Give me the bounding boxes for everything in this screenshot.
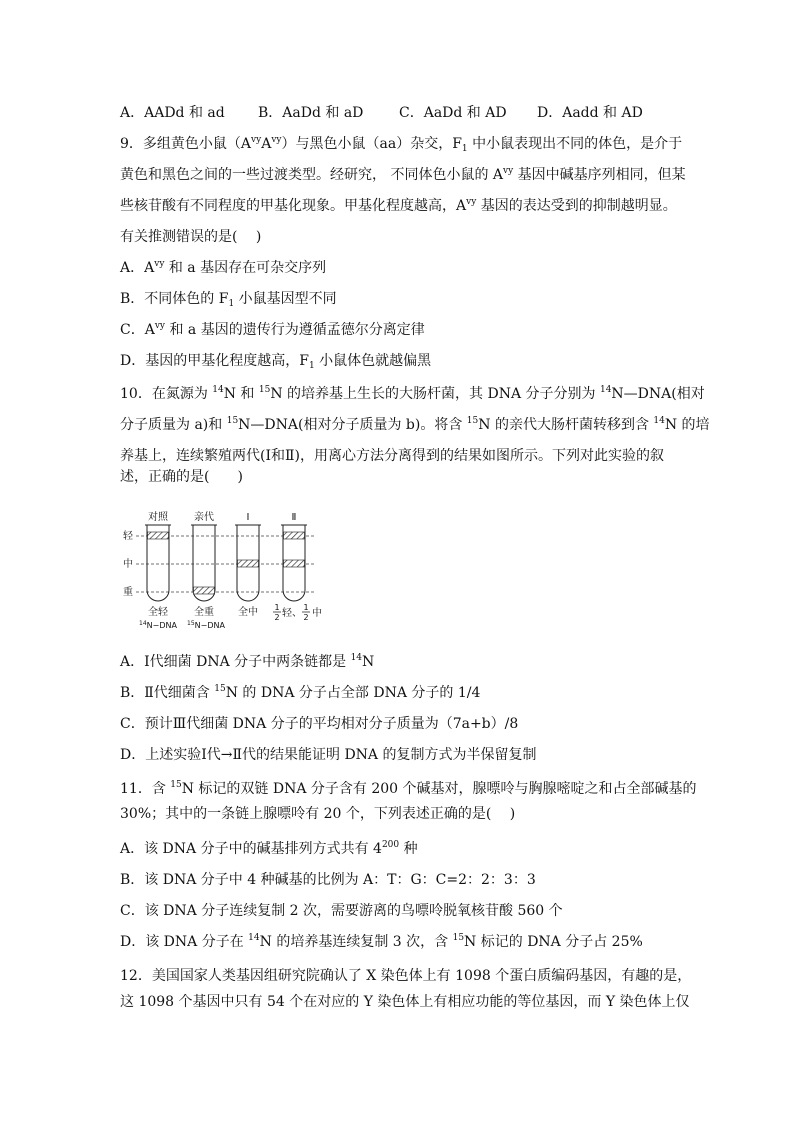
q8-option-c: C．AaDd 和 AD — [399, 105, 507, 121]
svg-text:2: 2 — [303, 613, 309, 622]
q10-option-b: B．Ⅱ代细菌含 $^{15}$N 的 DNA 分子占全部 DNA 分子的 1/4 — [120, 684, 481, 701]
q10-stem-line-2: 分子质量为 a)和 $^{15}$N—DNA(相对分子质量为 b)。将含 $^{15}$N 的亲代大肠杆菌转移到含 $^{14}$N 的培 — [120, 416, 710, 433]
band-light — [284, 532, 305, 539]
q11-option-b: B．该 DNA 分子中 4 种碱基的比例为 A：T：G：C=2：2：3：3 — [120, 872, 536, 888]
q11-option-a: A．该 DNA 分子中的碱基排列方式共有 $4^{200}$ 种 — [120, 840, 418, 857]
col-label-control: 对照 — [148, 512, 168, 523]
q10-option-d: D．上述实验Ⅰ代→Ⅱ代的结果能证明 DNA 的复制方式为半保留复制 — [120, 747, 537, 763]
q9-stem-line-2: 黄色和黑色之间的一些过渡类型。经研究， 不同体色小鼠的 $A^{vy}$ 基因中碱基序列相同，但某 — [120, 166, 686, 183]
q11-option-c: C．该 DNA 分子连续复制 2 次，需要游离的鸟嘌呤脱氧核苷酸 560 个 — [120, 903, 563, 919]
q8-option-d: D．Aadd 和 AD — [537, 105, 643, 121]
col-label-parent: 亲代 — [194, 512, 214, 523]
band-heavy — [194, 587, 215, 594]
caption-gen1: 全中 — [238, 607, 258, 618]
row-label-heavy: 重 — [123, 587, 133, 598]
svg-text:2: 2 — [274, 613, 280, 622]
caption-parent-1: 全重 — [194, 607, 214, 618]
q9-option-a: A．$A^{vy}$ 和 a 基因存在可杂交序列 — [120, 259, 327, 276]
row-label-light: 轻 — [123, 531, 133, 542]
q10-stem-line-3: 养基上，连续繁殖两代(Ⅰ和Ⅱ)，用离心方法分离得到的结果如图所示。下列对此实验的叙 — [120, 448, 664, 464]
q8-option-a: A．AADd 和 ad — [120, 105, 225, 121]
q9-option-c: C．$A^{vy}$ 和 a 基因的遗传行为遵循孟德尔分离定律 — [120, 321, 425, 338]
q10-stem-line-4: 述，正确的是( ) — [120, 469, 243, 485]
tube-gen1 — [235, 525, 261, 601]
tube-control — [145, 525, 171, 601]
q11-option-d: D．该 DNA 分子在 $^{14}$N 的培养基连续复制 3 次，含 $^{15}$N 标记的 DNA 分子占 25% — [120, 933, 643, 950]
band-middle — [284, 560, 305, 567]
row-label-middle: 中 — [123, 559, 133, 570]
svg-text:中: 中 — [312, 608, 322, 619]
tube-gen2 — [281, 525, 307, 601]
caption-control-1: 全轻 — [148, 607, 168, 618]
caption-gen2 — [273, 603, 322, 622]
band-light — [148, 532, 169, 539]
q11-stem-line-1: 11．含 $^{15}$N 标记的双链 DNA 分子含有 200 个碱基对，腺嘌呤与胸腺嘧啶之和占全部碱基的 — [120, 780, 697, 797]
caption-control-2: $^{14}$N−DNA — [139, 620, 177, 630]
q12-stem-line-1: 12．美国国家人类基因组研究院确认了 X 染色体上有 1098 个蛋白质编码基因，有趣的是， — [120, 968, 692, 984]
col-label-gen1: Ⅰ — [246, 512, 250, 523]
svg-text:轻、: 轻、 — [282, 608, 302, 619]
svg-text:1: 1 — [303, 603, 309, 612]
col-label-gen2: Ⅱ — [291, 512, 297, 523]
band-middle — [238, 560, 259, 567]
q9-stem-line-1: 9．多组黄色小鼠$(A^{vy}A^{vy})$与黑色小鼠（aa）杂交，$F_1$ 中小鼠表现出不同的体色，是介于 — [120, 135, 683, 154]
q12-stem-line-2: 这 1098 个基因中只有 54 个在对应的 Y 染色体上有相应功能的等位基因，而 Y 染色体上仅 — [120, 994, 690, 1010]
q9-stem-line-4: 有关推测错误的是( ) — [120, 229, 262, 245]
q9-option-b: B．不同体色的 $F_1$ 小鼠基因型不同 — [120, 291, 337, 309]
q10-option-c: C．预计Ⅲ代细菌 DNA 分子的平均相对分子质量为（7a+b）/8 — [120, 716, 519, 732]
q10-option-a: A．Ⅰ代细菌 DNA 分子中两条链都是 $^{14}$N — [120, 653, 375, 670]
q9-option-d: D．基因的甲基化程度越高，$F_1$ 小鼠体色就越偏黑 — [120, 353, 432, 371]
tube-parent — [191, 525, 217, 601]
q9-stem-line-3: 些核苷酸有不同程度的甲基化现象。甲基化程度越高，$A^{vy}$ 基因的表达受到的抑制越明显。 — [120, 197, 677, 214]
q8-options — [120, 103, 643, 123]
svg-text:1: 1 — [274, 603, 280, 612]
centrifuge-tubes-figure — [118, 508, 323, 634]
caption-parent-2: $^{15}$N−DNA — [187, 620, 225, 630]
q10-stem-line-1: 10．在氮源为 $^{14}$N 和 $^{15}$N 的培养基上生长的大肠杆菌，其 DNA 分子分别为 $^{14}$N—DNA(相对 — [120, 385, 705, 402]
q11-stem-line-2: 30%；其中的一条链上腺嘌呤有 20 个，下列表述正确的是( ) — [120, 806, 516, 822]
q8-option-b: B．AaDd 和 aD — [258, 105, 364, 121]
